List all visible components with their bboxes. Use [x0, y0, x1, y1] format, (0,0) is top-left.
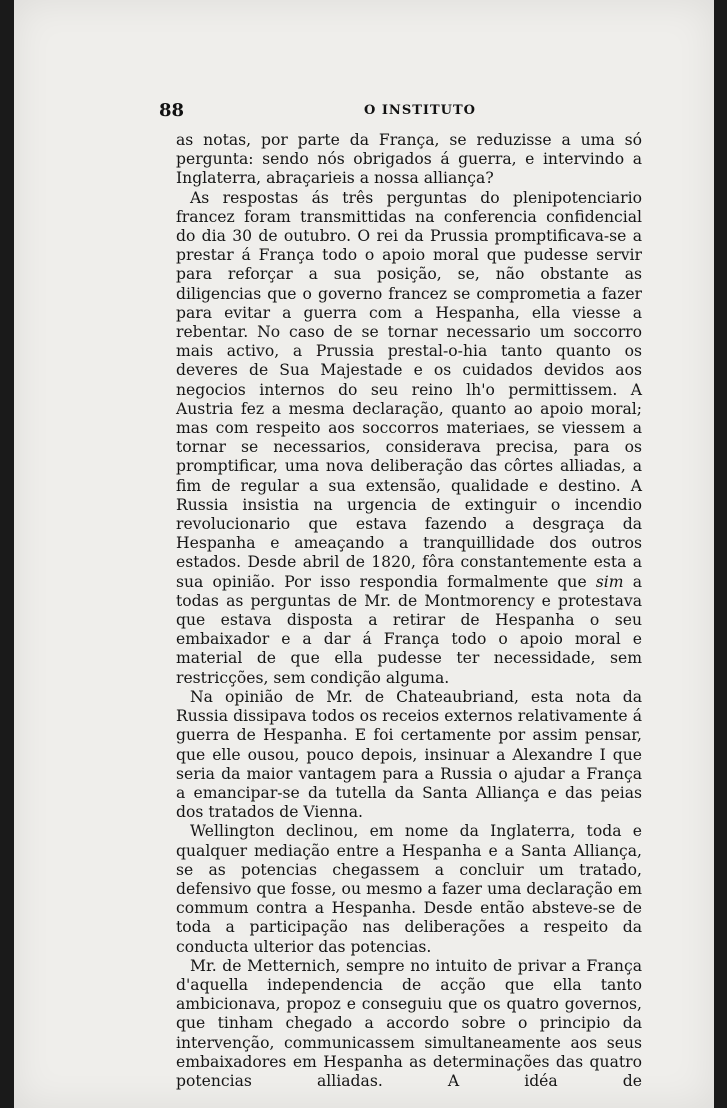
- paragraph-2-text: As respostas ás três perguntas do plenipotenciario francez foram transmittidas na conferencia confidencial do dia 30 de outubro. O rei da Prussia promptificava-se a prestar á França todo o apoio moral que pudesse servir para reforçar a sua posição, se, não obstante as diligencias que o governo francez se comprometia a fazer para evitar a guerra com a Hespanha, ella viesse a rebentar. No caso de se tornar necessario um soccorro mais activo, a Prussia prestal-o-hia tanto quanto os deveres de Sua Majestade e os cuidados devidos aos negocios internos do seu reino lh'o permittissem. A Austria fez a mesma declaração, quanto ao apoio moral; mas com respeito aos soccorros materiaes, se viessem a tornar se necessarios, considerava precisa, para os promptificar, uma nova deliberação das côrtes alliadas, a fim de regular a sua extensão, qualidade e destino. A Russia insistia na urgencia de extinguir o incendio revolucionario que estava fazendo a desgraça da Hespanha e ameaçando a tranquillidade dos outros estados. Desde abril de 1820, fôra constantemente esta a sua opinião. Por isso respondia formalmente que: [176, 188, 642, 591]
- body-text: [176, 131, 642, 1091]
- paragraph-5-text: Mr. de Metternich, sempre no intuito de privar a França d'aquella independencia de acção que ella tanto ambicionava, propoz e conseguiu que os quatro governos, que tinham chegado a accordo sobre o principio da intervenção, communicassem simultaneamente aos seus embaixadores em Hespanha as determinações das quatro potencias alliadas. A idéa de: [176, 956, 642, 1090]
- book-page: [14, 0, 714, 1108]
- paragraph-1-text: as notas, por parte da França, se reduzisse a uma só pergunta: sendo nós obrigados á guerra, e intervindo a Inglaterra, abraçarieis a nossa alliança?: [176, 131, 642, 188]
- paragraph-2-text-after: a todas as perguntas de Mr. de Montmorency e protestava que estava disposta a retirar de Hespanha o seu embaixador e a dar á França todo o apoio moral e material de que ella pudesse ter necessidade, sem restricções, sem condição alguma.: [176, 572, 642, 687]
- paragraph-4-text: Wellington declinou, em nome da Inglaterra, toda e qualquer mediação entre a Hespanha e a Santa Alliança, se as potencias chegassem a concluir um tratado, defensivo que fosse, ou mesmo a fazer uma declaração em commum contra a Hespanha. Desde então absteve-se de toda a participação nas deliberações a respeito da conducta ulterior das potencias.: [176, 822, 642, 956]
- paragraph-5: [176, 957, 642, 1091]
- page-header: [159, 100, 649, 122]
- running-title: O INSTITUTO: [364, 103, 476, 118]
- paragraph-2: [176, 189, 642, 688]
- paragraph-3: [176, 688, 642, 822]
- paragraph-1: [176, 131, 642, 189]
- paragraph-2-emphasis: sim: [595, 572, 624, 591]
- paragraph-3-text: Na opinião de Mr. de Chateaubriand, esta nota da Russia dissipava todos os receios externos relativamente á guerra de Hespanha. E foi certamente por assim pensar, que elle ousou, pouco depois, insinuar a Alexandre I que seria da maior vantagem para a Russia o ajudar a França a emancipar-se da tutella da Santa Alliança e das peias dos tratados de Vienna.: [176, 687, 642, 822]
- page-number: 88: [159, 100, 185, 121]
- paragraph-4: [176, 822, 642, 956]
